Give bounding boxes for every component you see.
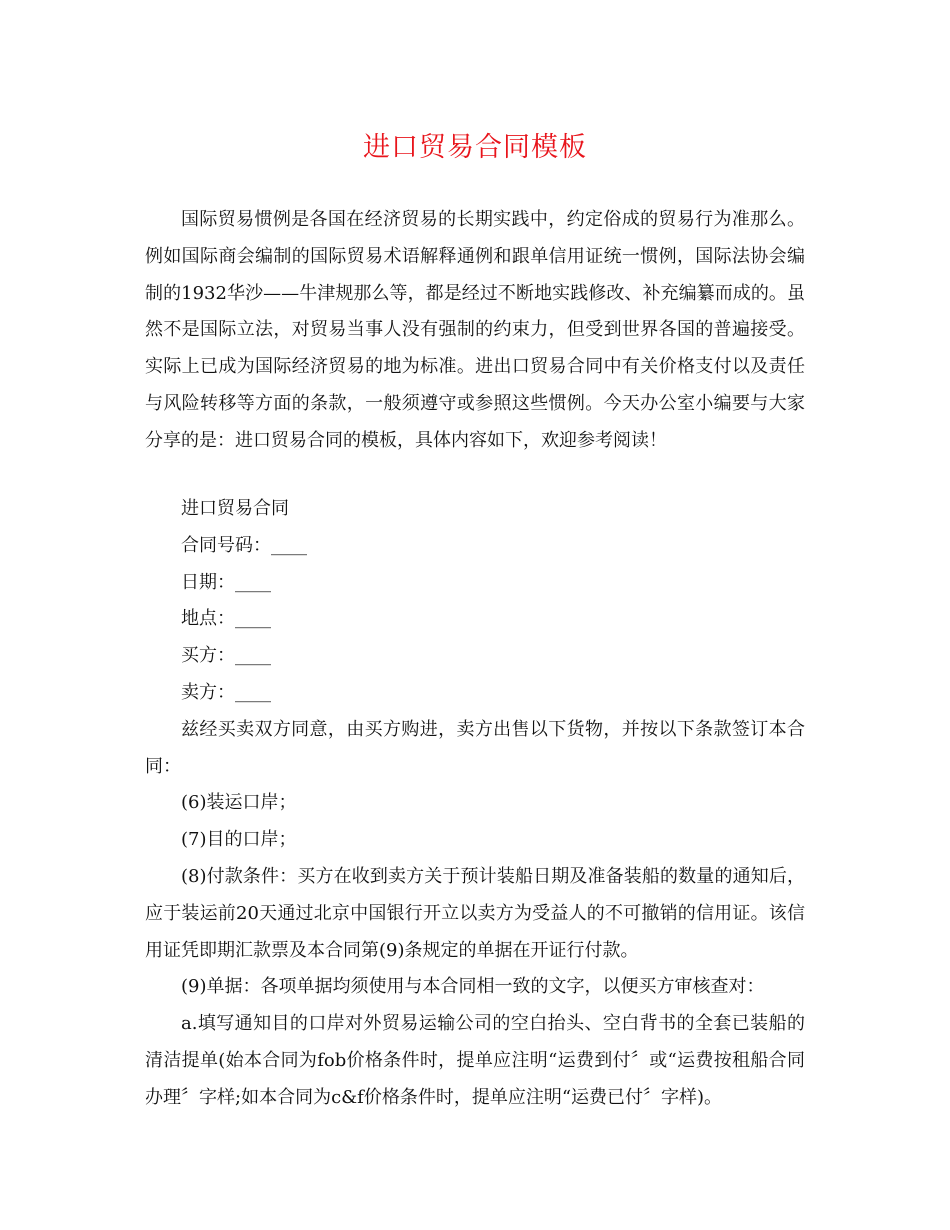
- clause-6-port-of-shipment: (6)装运口岸；: [181, 792, 297, 814]
- intro-paragraph: 国际贸易惯例是各国在经济贸易的长期实践中，约定俗成的贸易行为准那么。例如国际商会编制的国际贸易术语解释通例和跟单信用证统一惯例，国际法协会编制的1932华沙——牛津规那么等，都是经过不断地实践修改、补充编纂而成的。虽然不是国际立法，对贸易当事人没有强制的约束力，但受到世界各国的普遍接受。实际上已成为国际经济贸易的地为标准。进出口贸易合同中有关价格支付以及责任与风险转移等方面的条款，一般须遵守或参照这些惯例。今天办公室小编要与大家分享的是：进口贸易合同的模板，具体内容如下，欢迎参考阅读！: [145, 209, 805, 451]
- contract-heading: 进口贸易合同: [181, 498, 289, 519]
- contract-preamble: 兹经买卖双方同意，由买方购进，卖方出售以下货物，并按以下条款签订本合同：: [145, 718, 805, 777]
- clause-8-payment-terms: (8)付款条件：买方在收到卖方关于预计装船日期及准备装船的数量的通知后，应于装运前20天通过北京中国银行开立以卖方为受益人的不可撤销的信用证。该信用证凭即期汇款票及本合同第(9)条规定的单据在开证行付款。: [145, 865, 805, 961]
- document-title: 进口贸易合同模板: [363, 132, 587, 163]
- intro-section: [145, 202, 805, 460]
- clause-9-documents: (9)单据：各项单据均须使用与本合同相一致的文字，以便买方审核查对：: [181, 976, 765, 998]
- buyer-field: 买方：____: [181, 645, 271, 667]
- clause-9a-bill-of-lading: a.填写通知目的口岸对外贸易运输公司的空白抬头、空白背书的全套已装船的清洁提单(始本合同为fob价格条件时，提单应注明“运费到付〞或“运费按租船合同办理〞字样;如本合同为c&f价格条件时，提单应注明“运费已付〞字样)。: [145, 1013, 805, 1108]
- seller-field: 卖方：____: [181, 681, 271, 703]
- place-field: 地点：____: [181, 608, 271, 630]
- contract-number-field: 合同号码：____: [181, 534, 307, 556]
- date-field: 日期：____: [181, 571, 271, 593]
- contract-section: [145, 491, 805, 1117]
- clause-7-port-of-destination: (7)目的口岸；: [181, 829, 297, 851]
- contract-header-fields: [145, 491, 805, 712]
